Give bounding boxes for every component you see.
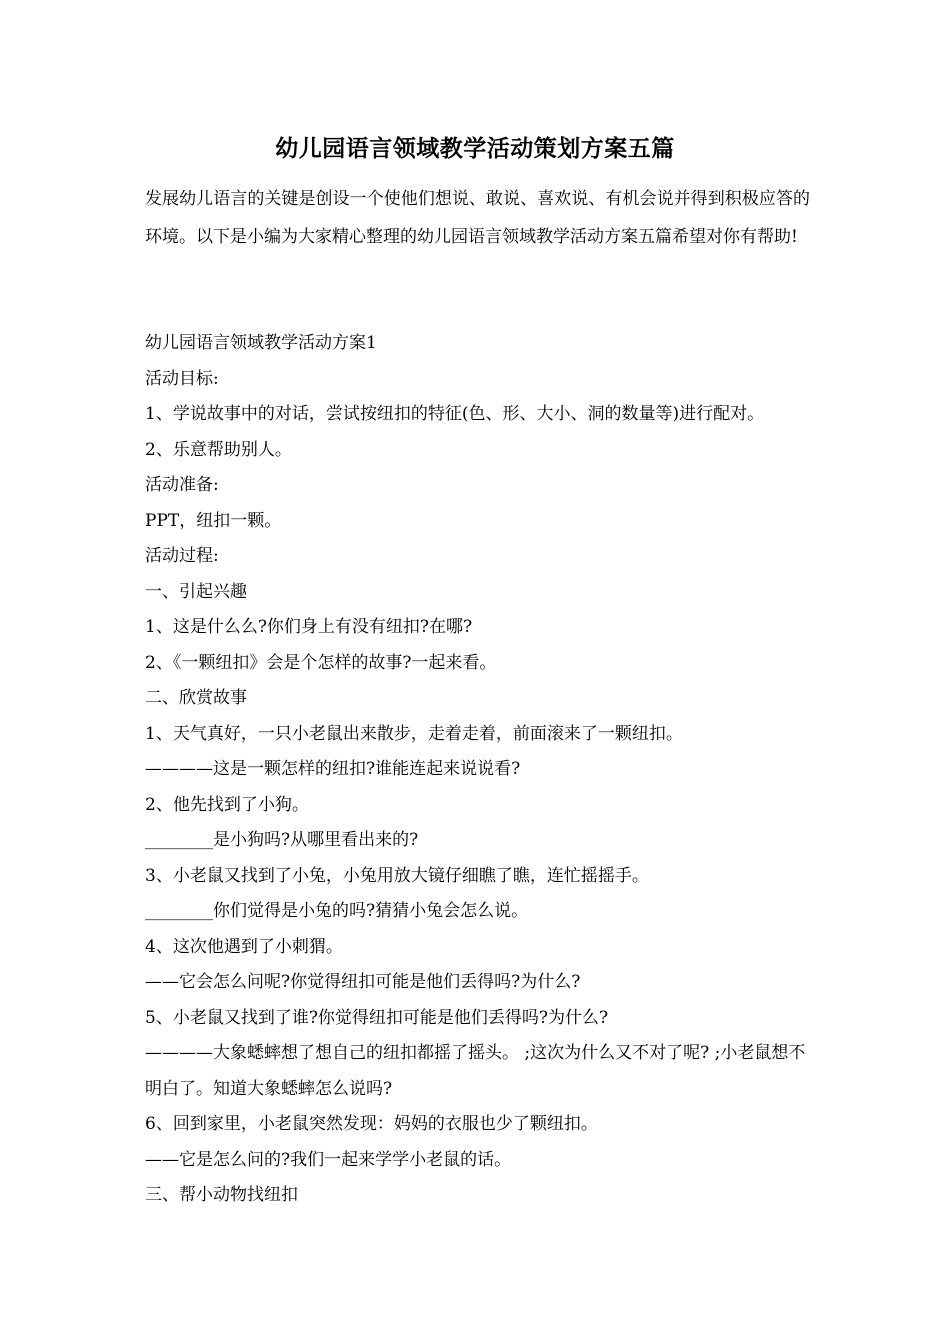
text-line: 一、引起兴趣 [145, 581, 247, 602]
document-body [145, 326, 815, 1214]
text-line: 活动目标: [145, 368, 219, 389]
text-line: 1、天气真好，一只小老鼠出来散步，走着走着，前面滚来了一颗纽扣。 [145, 723, 683, 744]
text-line: ————大象蟋蟀想了想自己的纽扣都摇了摇头。 ;这次为什么又不对了呢? ;小老鼠想不明白了。知道大象蟋蟀怎么说吗? [145, 1043, 806, 1099]
text-line: 三、帮小动物找纽扣 [145, 1185, 298, 1205]
document-title: 幼儿园语言领域教学活动策划方案五篇 [275, 135, 675, 162]
text-line: 6、回到家里，小老鼠突然发现：妈妈的衣服也少了颗纽扣。 [145, 1114, 598, 1134]
text-line: 1、这是什么么?你们身上有没有纽扣?在哪? [145, 617, 473, 637]
text-line: ————这是一颗怎样的纽扣?谁能连起来说说看? [145, 759, 521, 779]
text-line: 2、《一颗纽扣》会是个怎样的故事?一起来看。 [145, 652, 497, 673]
section-heading: 幼儿园语言领域教学活动方案1 [145, 333, 377, 353]
intro-paragraph: 发展幼儿语言的关键是创设一个使他们想说、敢说、喜欢说、有机会说并得到积极应答的环境。以下是小编为大家精心整理的幼儿园语言领域教学活动方案五篇希望对你有帮助! [145, 189, 810, 247]
text-line: 活动过程: [145, 546, 219, 566]
text-line: 二、欣赏故事 [145, 688, 247, 708]
text-line: ——它会怎么问呢?你觉得纽扣可能是他们丢得吗?为什么? [145, 972, 581, 992]
text-line: ________你们觉得是小兔的吗?猜猜小兔会怎么说。 [145, 901, 529, 921]
text-line: ________是小狗吗?从哪里看出来的? [145, 830, 419, 850]
text-line: ——它是怎么问的?我们一起来学学小老鼠的话。 [145, 1149, 512, 1170]
text-line: 3、小老鼠又找到了小兔，小兔用放大镜仔细瞧了瞧，连忙摇摇手。 [145, 865, 649, 886]
text-line: 活动准备: [145, 475, 219, 495]
text-line: PPT，纽扣一颗。 [145, 510, 282, 531]
text-line: 1、学说故事中的对话，尝试按纽扣的特征(色、形、大小、洞的数量等)进行配对。 [145, 404, 765, 424]
text-line: 2、乐意帮助别人。 [145, 439, 292, 460]
text-line: 4、这次他遇到了小刺猬。 [145, 936, 343, 957]
text-line: 2、他先找到了小狗。 [145, 794, 309, 815]
text-line: 5、小老鼠又找到了谁?你觉得纽扣可能是他们丢得吗?为什么? [145, 1007, 609, 1028]
